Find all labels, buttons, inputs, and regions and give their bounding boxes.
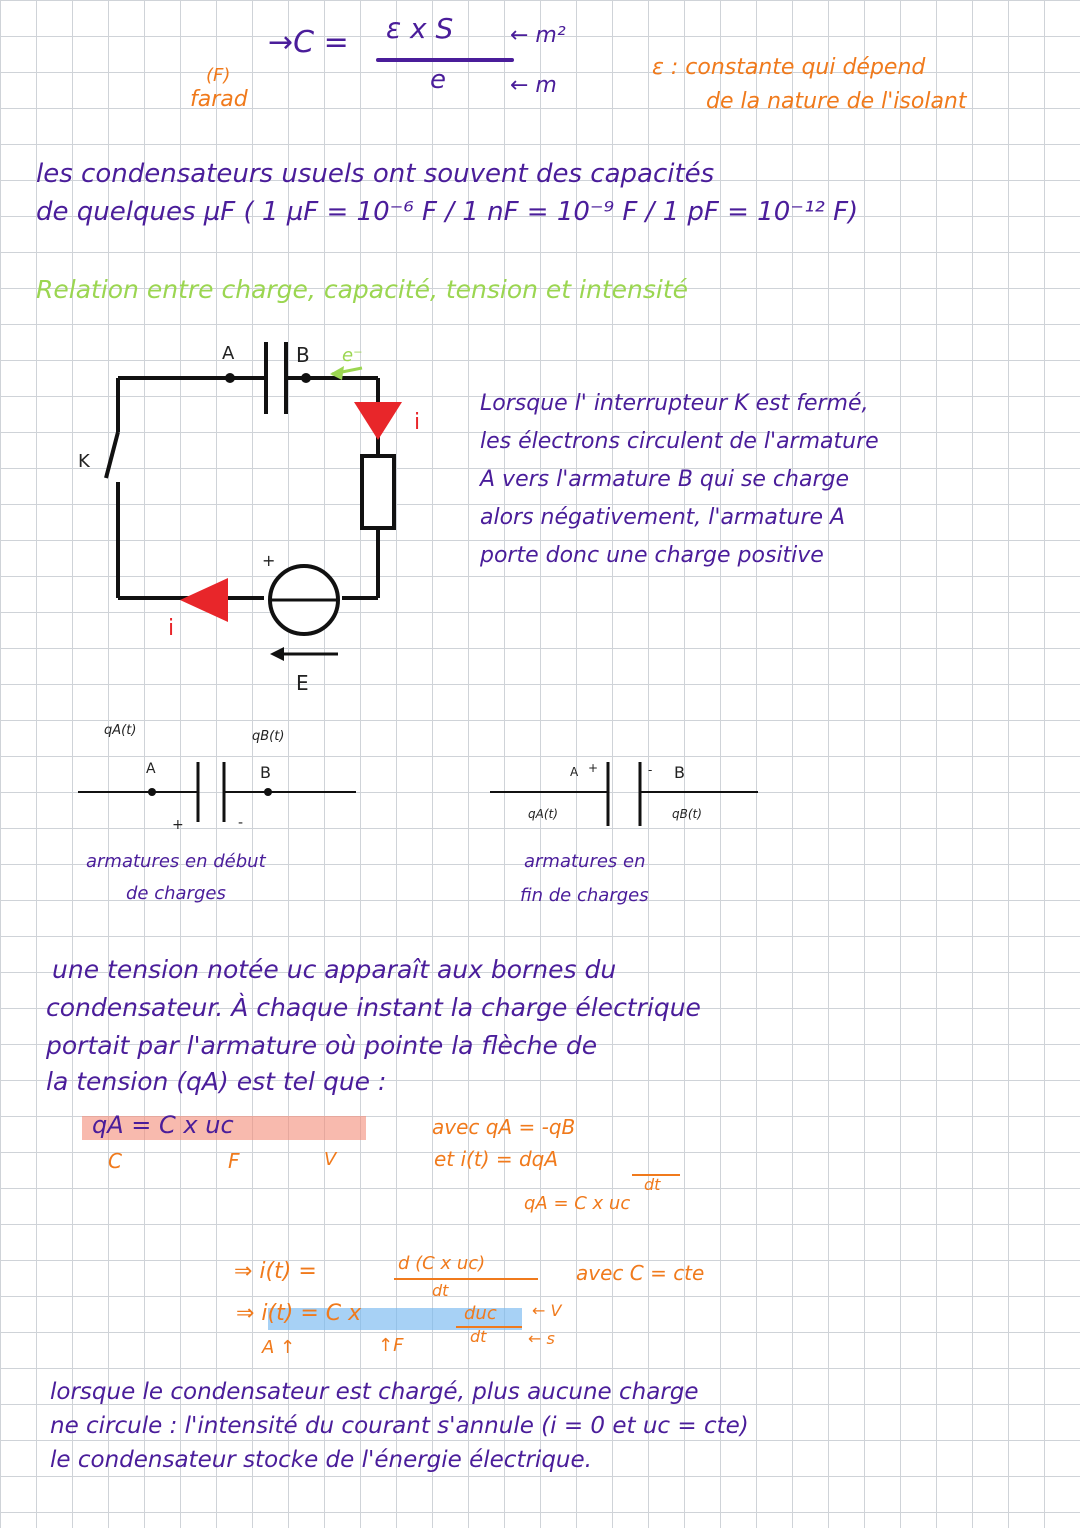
section-title: Relation entre charge, capacité, tension et intensité [36, 275, 689, 304]
derivation-unit-a: A ↑ [262, 1337, 296, 1358]
switch-k [106, 432, 118, 478]
explanation-line4: alors négativement, l'armature A [480, 505, 846, 530]
plates-end-plus-top: + [588, 761, 599, 775]
derivation-fraction-bar-2 [456, 1326, 522, 1328]
capacity-numerator: ε x S [386, 12, 454, 45]
plates-end-caption2: fin de charges [520, 885, 649, 906]
derivation-line1-den: dt [432, 1281, 449, 1300]
derivation-line2-num: duc [464, 1303, 497, 1324]
plates-start-qb: qB(t) [252, 729, 285, 744]
plates-end-b: B [674, 763, 685, 782]
epsilon-note-line1: ε : constante qui dépend [652, 55, 926, 80]
plates-start-caption1: armatures en début [86, 851, 266, 872]
circuit-label-k: K [78, 451, 90, 472]
numerator-unit: ← m² [510, 23, 566, 48]
charge-formula: qA = C x uc [92, 1111, 234, 1139]
avec-line2: et i(t) = dqA [434, 1147, 559, 1171]
circuit-label-i-left: i [168, 616, 175, 641]
plates-end-minus: - [648, 763, 653, 777]
tension-line3: portait par l'armature où pointe la flèche de [46, 1031, 598, 1060]
circuit-label-i-right: i [414, 410, 421, 435]
explanation-line2: les électrons circulent de l'armature [480, 429, 879, 454]
conclusion-line2: ne circule : l'intensité du courant s'annule (i = 0 et uc = cte) [50, 1413, 749, 1439]
circuit-label-e: E [296, 671, 309, 695]
current-arrow-left [180, 578, 228, 622]
avec-line1: avec qA = -qB [432, 1115, 576, 1139]
derivation-unit-s: ← s [528, 1329, 555, 1348]
plates-start-b: B [260, 763, 271, 782]
plates-end-qa: qA(t) [528, 807, 558, 821]
plates-start-a: A [146, 761, 156, 777]
circuit-label-plus: + [262, 551, 276, 570]
charge-formula-unit-c: C [108, 1149, 122, 1173]
avec-line2-den: dt [644, 1175, 661, 1194]
conclusion-line1: lorsque le condensateur est chargé, plus aucune charge [50, 1379, 699, 1405]
plates-start-qa: qA(t) [104, 723, 137, 738]
derivation-line1-num: d (C x uc) [398, 1253, 486, 1274]
epsilon-note-line2: de la nature de l'isolant [706, 89, 967, 114]
farad-word: farad [190, 87, 248, 112]
tension-line4: la tension (qA) est tel que : [46, 1067, 387, 1096]
derivation-line2: ⇒ i(t) = C x [236, 1301, 362, 1326]
explanation-line3: A vers l'armature B qui se charge [480, 467, 849, 492]
capacity-lhs: →C = [268, 25, 349, 60]
node-a [225, 373, 235, 383]
plates-end-qb: qB(t) [672, 807, 702, 821]
plates-end-caption1: armatures en [524, 851, 646, 872]
derivation-fraction-bar-1 [394, 1278, 538, 1280]
charge-formula-unit-f: F [228, 1149, 240, 1173]
tension-line2: condensateur. À chaque instant la charge électrique [46, 993, 701, 1022]
farad-unit: (F) [206, 65, 231, 86]
derivation-line1-note: avec C = cte [576, 1261, 705, 1285]
node-b [301, 373, 311, 383]
tension-line1: une tension notée uc apparaît aux bornes du [52, 955, 617, 984]
explanation-line1: Lorsque l' interrupteur K est fermé, [480, 391, 869, 416]
explanation-line5: porte donc une charge positive [480, 543, 824, 568]
capacity-denominator: e [430, 65, 446, 95]
circuit-label-a: A [222, 343, 235, 364]
usual-values-line1: les condensateurs usuels ont souvent des capacités [36, 159, 715, 189]
plates-start-caption2: de charges [126, 883, 226, 904]
charge-formula-unit-v: V [324, 1149, 337, 1170]
derivation-unit-f: ↑F [378, 1335, 404, 1356]
resistor [362, 456, 394, 528]
derivation-unit-v: ← V [532, 1301, 562, 1320]
avec-line3: qA = C x uc [524, 1193, 631, 1214]
plates-start-minus: - [238, 815, 244, 831]
current-arrow-right [354, 402, 402, 440]
derivation-line2-den: dt [470, 1327, 487, 1346]
plates-end-a: A [570, 765, 579, 779]
plates-start-plus: + [172, 817, 184, 833]
usual-values-line2: de quelques µF ( 1 µF = 10⁻⁶ F / 1 nF = 10⁻⁹ F / 1 pF = 10⁻¹² F) [36, 197, 859, 227]
derivation-line1: ⇒ i(t) = [234, 1259, 317, 1284]
conclusion-line3: le condensateur stocke de l'énergie électrique. [50, 1447, 592, 1473]
circuit-label-electron: e⁻ [342, 345, 363, 366]
denominator-unit: ← m [510, 73, 557, 98]
circuit-label-b: B [296, 343, 310, 367]
